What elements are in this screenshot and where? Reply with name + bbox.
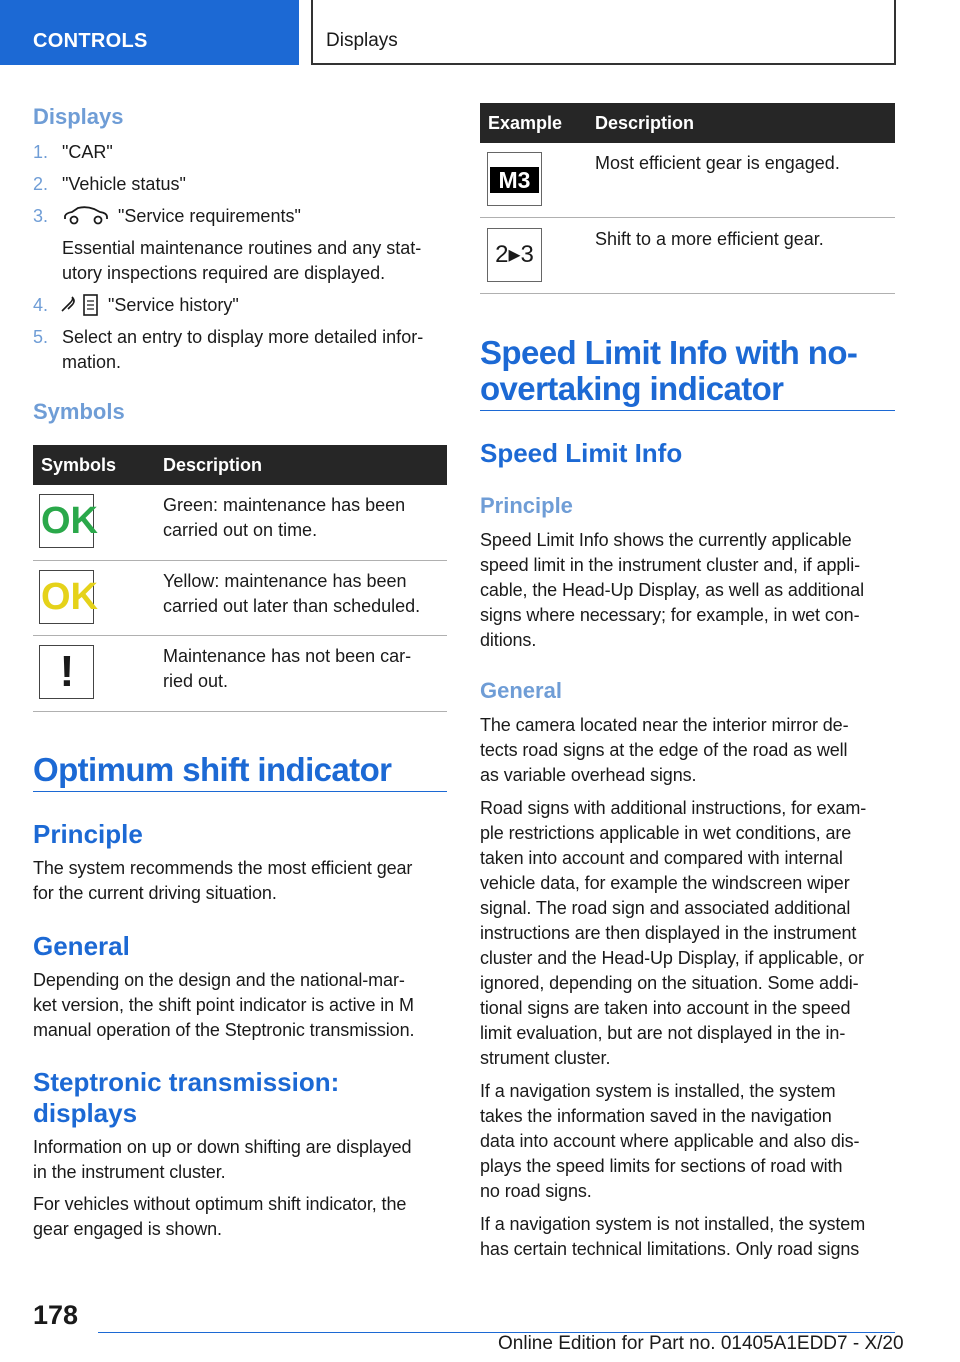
paragraph-line: cluster and the Head-Up Display, if applicable, or [480,948,864,968]
row-divider [480,217,895,218]
list-item: "CAR" [62,142,113,162]
paragraph-line: plays the speed limits for sections of road with [480,1156,843,1176]
table-cell: Yellow: maintenance has been [163,571,407,591]
exclamation-icon: ! [39,645,94,699]
table-cell: carried out later than scheduled. [163,596,421,616]
paragraph-line: ket version, the shift point indicator is active in M [33,995,414,1015]
paragraph-line: tects road signs at the edge of the road as well [480,740,848,760]
paragraph-line: signs where necessary; for example, in wet con- [480,605,860,625]
paragraph-line: vehicle data, for example the windscreen wiper [480,873,850,893]
heading-rule [33,791,447,792]
list-item: Select an entry to display more detailed infor- [62,327,424,347]
page-number: 178 [33,1300,79,1330]
subsection-tab [311,0,896,65]
paragraph-line: ditions. [480,630,537,650]
paragraph-line: has certain technical limitations. Only road signs [480,1239,860,1259]
paragraph-line: in the instrument cluster. [33,1162,226,1182]
list-number: 4. [33,295,49,315]
paragraph-line: takes the information saved in the navigation [480,1106,832,1126]
table-cell: carried out on time. [163,520,318,540]
paragraph-line: taken into account and compared with internal [480,848,843,868]
ok-yellow-icon: OK [39,570,94,624]
paragraph-line: no road signs. [480,1181,592,1201]
car-icon [62,206,110,226]
row-divider [33,711,447,712]
paragraph-line: speed limit in the instrument cluster and, if appli- [480,555,860,575]
paragraph-line: tional signs are taken into account in the speed [480,998,851,1018]
table-cell: ried out. [163,671,229,691]
gear-m3-icon: M3 [487,152,542,206]
row-divider [33,635,447,636]
row-divider [480,293,895,294]
ok-green-icon: OK [39,494,94,548]
column-header: Symbols [41,455,117,475]
subheading: Speed Limit Info [480,438,683,468]
row-divider [33,560,447,561]
paragraph-line: cable, the Head-Up Display, as well as additional [480,580,864,600]
paragraph-line: strument cluster. [480,1048,611,1068]
section-heading: overtaking indicator [480,370,784,407]
paragraph-line: ignored, depending on the situation. Some addi- [480,973,859,993]
paragraph-line: If a navigation system is not installed, the system [480,1214,866,1234]
subheading: Principle [33,819,143,849]
paragraph-line: Speed Limit Info shows the currently applicable [480,530,852,550]
column-header: Example [488,113,563,133]
table-header [33,445,447,485]
paragraph-line: signal. The road sign and associated additional [480,898,851,918]
service-history-icon [60,293,100,317]
list-item: "Vehicle status" [62,174,186,194]
paragraph-line: instructions are then displayed in the instrument [480,923,857,943]
paragraph-line: If a navigation system is installed, the system [480,1081,836,1101]
gear-shift-2-3-icon: 2▸3 [487,228,542,282]
list-item-sub: Essential maintenance routines and any stat- [62,238,422,258]
paragraph-line: for the current driving situation. [33,883,277,903]
column-header: Description [595,113,695,133]
subheading: displays [33,1098,138,1128]
section-tab [0,0,299,65]
paragraph-line: Road signs with additional instructions, for exam- [480,798,867,818]
table-header [480,103,895,143]
paragraph-line: The system recommends the most efficient gear [33,858,413,878]
list-number: 5. [33,327,49,347]
list-item-sub: utory inspections required are displayed. [62,263,386,283]
subsection-title: Displays [326,30,398,51]
heading-rule [480,410,895,411]
symbols-heading: Symbols [33,399,125,424]
column-header: Description [163,455,263,475]
paragraph-line: data into account where applicable and also dis- [480,1131,860,1151]
list-number: 1. [33,142,49,162]
edition-text: Online Edition for Part no. 01405A1EDD7 - X/20 [498,1333,904,1354]
paragraph-line: limit evaluation, but are not displayed in the in- [480,1023,846,1043]
paragraph-line: manual operation of the Steptronic transmission. [33,1020,415,1040]
subheading: Steptronic transmission: [33,1067,340,1097]
paragraph-line: Depending on the design and the national-mar- [33,970,405,990]
paragraph-line: as variable overhead signs. [480,765,697,785]
subheading-minor: General [480,678,562,703]
list-number: 2. [33,174,49,194]
paragraph-line: Information on up or down shifting are displayed [33,1137,412,1157]
subheading-minor: Principle [480,493,573,518]
paragraph-line: ple restrictions applicable in wet conditions, are [480,823,852,843]
table-cell: Green: maintenance has been [163,495,406,515]
table-cell: Maintenance has not been car- [163,646,412,666]
section-heading: Speed Limit Info with no- [480,334,858,371]
section-heading: Optimum shift indicator [33,751,392,788]
displays-heading: Displays [33,104,124,129]
list-item: mation. [62,352,122,372]
paragraph-line: For vehicles without optimum shift indicator, the [33,1194,407,1214]
table-cell: Shift to a more efficient gear. [595,229,824,249]
list-number: 3. [33,206,49,226]
table-cell: Most efficient gear is engaged. [595,153,840,173]
list-item: "Service history" [108,295,239,315]
list-item: "Service requirements" [118,206,301,226]
subheading: General [33,931,130,961]
paragraph-line: The camera located near the interior mirror de- [480,715,849,735]
section-title: CONTROLS [33,30,148,52]
paragraph-line: gear engaged is shown. [33,1219,222,1239]
